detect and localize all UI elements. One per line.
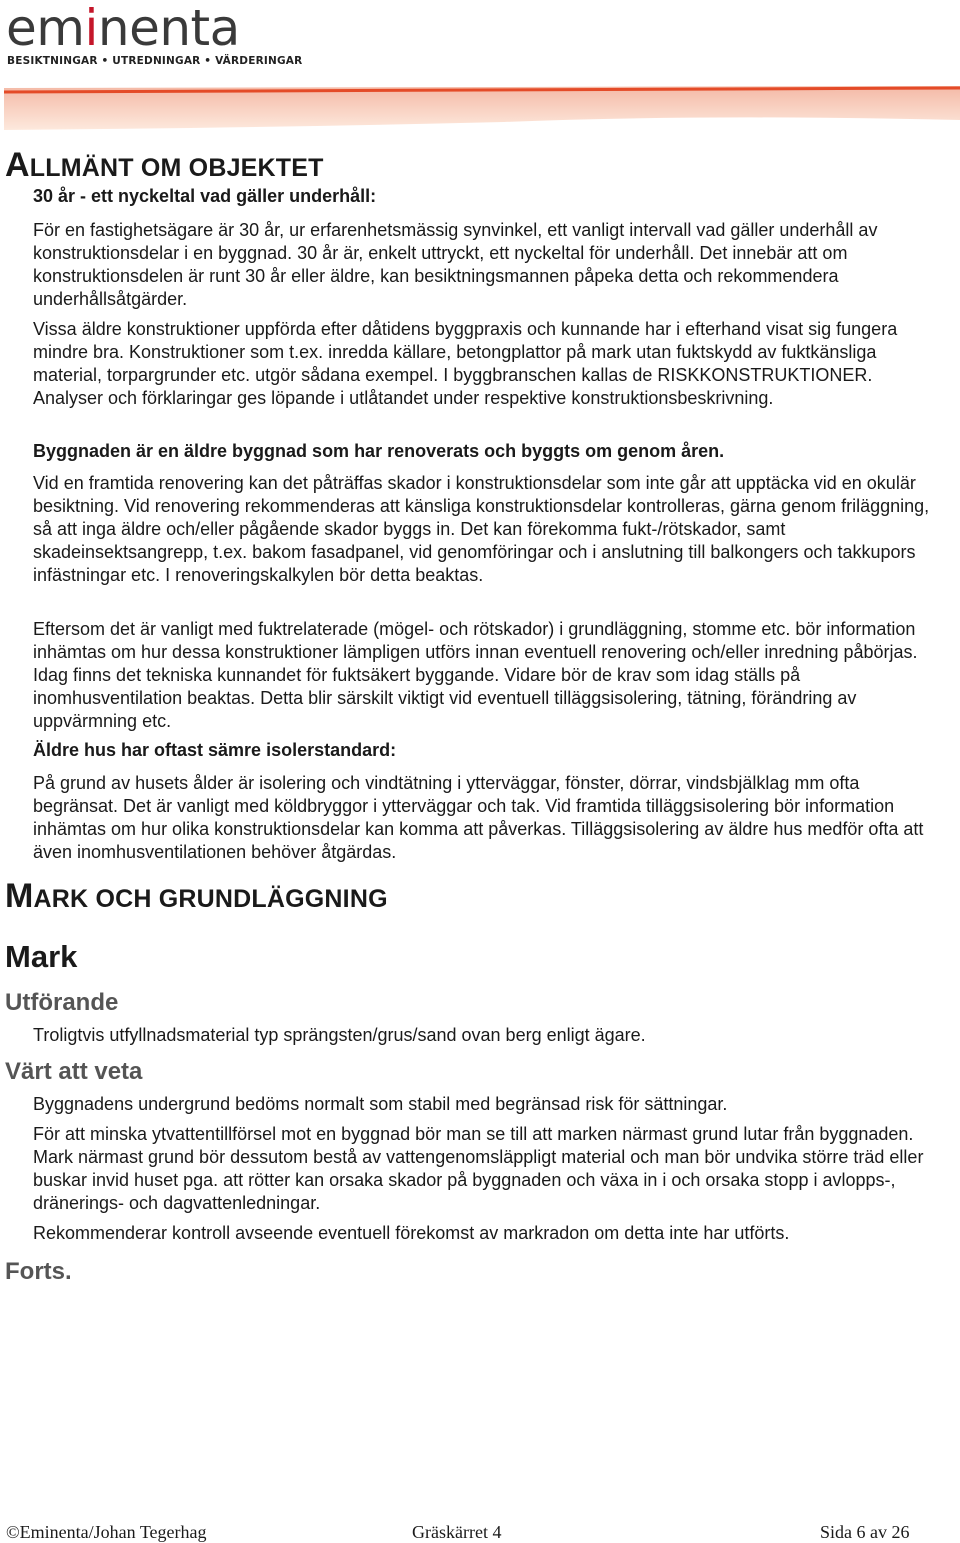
paragraph-isolering: På grund av husets ålder är isolering och vindtätning i ytterväggar, fönster, dörrar, vindsbjälklag mm ofta begränsat. Det är vanligt med köldbryggor i ytterväggar och tak. Vid framtida tilläggsisolering bör information inhämtas om hur olika konstruktionsdelar kan komma att påverkas. Tilläggsisolering av äldre hus medför ofta att även inomhusventilationen behöver åtgärdas. [33,773,924,862]
paragraph-ytvatten: För att minska ytvattentillförsel mot en byggnad bör man se till att marken närmast grund lutar från byggnaden. Mark närmast grund bör dessutom bestå av vattengenomsläppligt material och man bör undvika större träd eller buskar invid huset pga. att rötter kan orsaka skador på byggnaden och växa in i och orsaka stopp i avlopps-, dränerings- och dagvattenledningar. [33,1124,924,1213]
paragraph-markradon: Rekommenderar kontroll avseende eventuell förekomst av markradon om detta inte har utförts. [33,1223,790,1243]
paragraph-utforande: Troligtvis utfyllnadsmaterial typ sprängsten/grus/sand ovan berg enligt ägare. [33,1025,646,1045]
footer-copyright: ©Eminenta/Johan Tegerhag [6,1522,207,1542]
paragraph-fukt: Eftersom det är vanligt med fuktrelaterade (mögel- och rötskador) i grundläggning, stomme etc. bör information inhämtas om hur dessa konstruktioner lämpligen utförs innan eventuell renovering och/eller inredning påbörjas. Idag finns det tekniska kunnandet för fuktsäkert byggande. Vidare bör de krav som idag ställs på inomhusventilation beaktas. Detta blir särskilt viktigt vid eventuell tilläggsisolering, tätning, förändring av uppvärmning etc. [33,619,918,731]
heading-vart-att-veta: Värt att veta [5,1058,143,1085]
footer-address: Gräskärret 4 [412,1522,502,1542]
paragraph-underhall: För en fastighetsägare är 30 år, ur erfarenhetsmässig synvinkel, ett vanligt intervall vad gäller underhåll av konstruktionsdelar i en byggnad. 30 år är, enkelt uttryckt, ett nyckeltal för underhåll. Det innebär att om konstruktionsdelen är runt 30 år eller äldre, kan besiktningsmannen påpeka detta och rekommendera underhållsåtgärder. [33,220,878,309]
footer-page-number: Sida 6 av 26 [820,1522,910,1542]
subheading-30-ar: 30 år - ett nyckeltal vad gäller underhåll: [33,186,377,206]
paragraph-renovering: Vid en framtida renovering kan det påträffas skador i konstruktionsdelar som inte går att upptäcka vid en okulär besiktning. Vid renovering rekommenderas att känsliga konstruktionsdelar kontrolleras, gärna genom friläggning, så att inga äldre och/eller pågående skador byggs in. Det kan förekomma fukt-/rötskador, samt skadeinsektsangrepp, t.ex. bakom fasadpanel, vid genomföringar och i anslutning till balkongers och takkupors infästningar etc. I renoveringskalkylen bör detta beaktas. [33,473,930,585]
subheading-isolerstandard: Äldre hus har oftast sämre isolerstandard: [33,740,397,760]
company-logo [6,0,303,74]
logo-wordmark: eminenta [6,0,240,57]
paragraph-undergrund: Byggnadens undergrund bedöms normalt som stabil med begränsad risk för sättningar. [33,1094,728,1114]
heading-forts: Forts. [5,1258,72,1285]
heading-utforande: Utförande [5,989,119,1016]
header-swoosh-band [4,80,960,130]
paragraph-riskkonstruktioner: Vissa äldre konstruktioner uppförda efter dåtidens byggpraxis och kunnande har i efterhand visat sig fungera mindre bra. Konstruktioner som t.ex. inredda källare, betongplattor på mark utan fuktskydd av fuktkänsliga material, torpargrunder etc. utgör sådana exempel. I byggbranschen kallas de RISKKONSTRUKTIONER. Analyser och förklaringar ges löpande i utlåtandet under respektive konstruktionsbeskrivning. [33,319,898,408]
section-title-mark: MARK OCH GRUNDLÄGGNING [5,877,388,915]
heading-mark: Mark [5,939,78,974]
logo-tagline: BESIKTNINGAR • UTREDNINGAR • VÄRDERINGAR [7,55,303,67]
section-title-allmant: ALLMÄNT OM OBJEKTET [5,146,324,184]
subheading-renoverad: Byggnaden är en äldre byggnad som har renoverats och byggts om genom åren. [33,441,725,461]
